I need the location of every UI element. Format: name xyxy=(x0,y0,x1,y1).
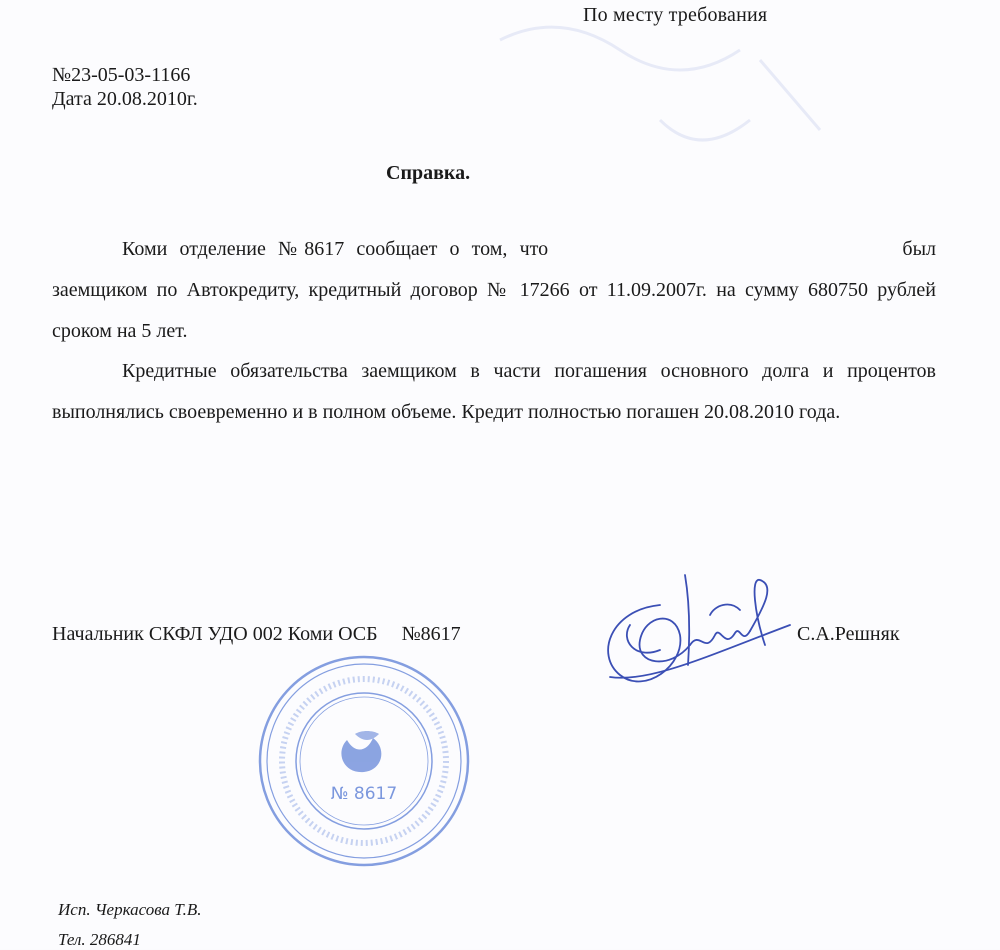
executor: Исп. Черкасова Т.В. xyxy=(58,900,202,919)
signatory-name: С.А.Решняк xyxy=(797,623,900,645)
paragraph-loan-info-end: заемщиком по Автокредиту, кредитный договор № 17266 от 11.09.2007г. на сумму 680750 рублей сроком на 5 лет. xyxy=(52,279,936,342)
document-date: Дата 20.08.2010г. xyxy=(52,88,198,110)
stamp-number: № 8617 xyxy=(330,784,398,804)
paragraph-loan-info-start: Коми отделение №8617 сообщает о том, что xyxy=(122,238,549,260)
bleed-through-marks xyxy=(460,0,880,260)
handwritten-signature xyxy=(590,565,810,705)
paragraph-loan-info xyxy=(52,229,936,352)
signatory-branch: №8617 xyxy=(401,623,461,645)
addressee: По месту требования xyxy=(583,4,768,26)
paragraph-loan-info-verb: был xyxy=(902,238,937,260)
paragraph-repayment xyxy=(52,351,936,433)
signatory-position xyxy=(52,623,461,646)
document-number: №23-05-03-1166 xyxy=(52,64,191,86)
executor-phone: Тел. 286841 xyxy=(58,930,141,949)
document-title: Справка. xyxy=(386,162,471,184)
signatory-title: Начальник СКФЛ УДО 002 Коми ОСБ xyxy=(52,623,378,645)
paragraph-repayment-text: Кредитные обязательства заемщиком в части погашения основного долга и процентов выполнялись своевременно и в полном объеме. Кредит полностью погашен 20.08.2010 года. xyxy=(52,360,936,423)
bank-seal-stamp xyxy=(255,652,473,870)
